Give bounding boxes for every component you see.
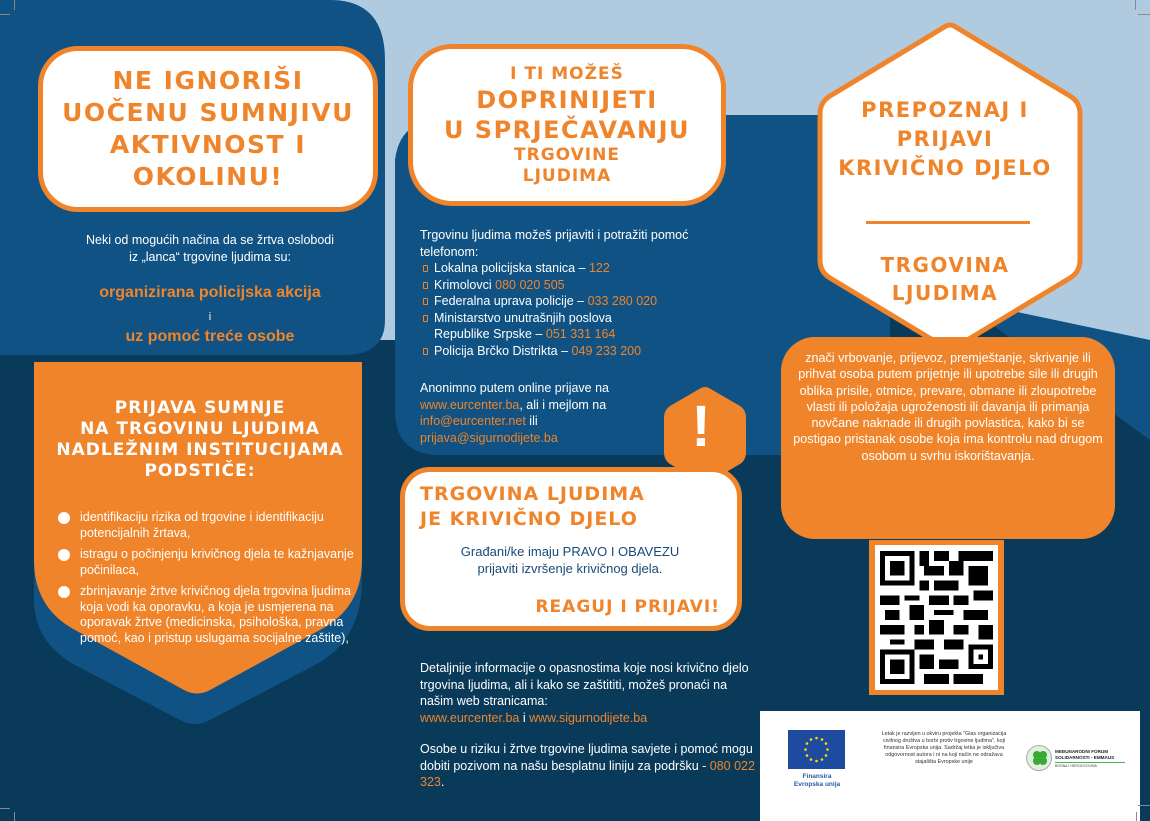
- email-link-prijava[interactable]: prijava@sigurnodijete.ba: [420, 430, 558, 445]
- bullet-icon: [423, 298, 428, 305]
- panel1-title-box: [38, 46, 378, 212]
- details-info: [420, 660, 760, 726]
- contact-item: [420, 277, 760, 294]
- emmaus-logo-icon: [1026, 745, 1052, 771]
- panel3-title-line: PREPOZNAJ I: [861, 98, 1029, 122]
- contact-label: Federalna uprava policije –: [434, 294, 588, 308]
- contact-number[interactable]: 122: [588, 261, 610, 275]
- panel2-title-line: I TI MOŽEŠ: [510, 63, 624, 84]
- panel1-intro-line: Neki od mogućih načina da se žrtva oslobodi: [85, 233, 335, 247]
- partner-name: MEĐUNARODNI FORUM SOLIDARNOSTI - EMMAUS: [1055, 749, 1115, 760]
- eurcenter-link[interactable]: www.eurcenter.ba: [420, 397, 520, 412]
- panel3-subtitle-line: TRGOVINA: [880, 253, 1010, 277]
- benefit-item: [58, 547, 358, 578]
- panel1-intro: [30, 232, 390, 265]
- panel2-title-line: U SPRJEČAVANJU: [443, 115, 691, 144]
- email-link-info[interactable]: info@eurcenter.net: [420, 414, 526, 428]
- contact-number[interactable]: 080 020 505: [495, 277, 565, 292]
- contact-label: Lokalna policijska stanica –: [434, 261, 589, 275]
- benefit-item: [58, 584, 358, 646]
- contact-item: [420, 310, 670, 343]
- eu-disclaimer: Letak je razvijen u okviru projekta "Glas organizacija civilnog društva u borbi protiv trgovine ljudima", koji finansira Evropska unija. Sadržaj letka je isključiva odgovornost autora i ni na koji način ne odražava stajališta Evropske unije: [881, 731, 1007, 765]
- anon-text: , ali i mejlom na: [519, 397, 607, 412]
- panel2-title-line: DOPRINIJETI: [476, 85, 658, 114]
- contacts-section: [420, 227, 760, 359]
- eu-flag-icon: [788, 730, 845, 769]
- panel3-title-line: KRIVIČNO DJELO: [838, 156, 1052, 180]
- benefit-item: [58, 510, 358, 541]
- crop-mark: [1136, 812, 1137, 821]
- panel1-method-1: organizirana policijska akcija: [99, 284, 321, 301]
- contact-number[interactable]: 033 280 020: [587, 294, 658, 308]
- anon-text: ili: [525, 414, 538, 428]
- hotline-text: Osobe u riziku i žrtve trgovine ljudima savjete i pomoć mogu dobiti pozivom na našu besplatnu liniju za podršku -: [420, 742, 753, 773]
- eu-caption-line: Evropska unija: [793, 781, 841, 788]
- panel1-method-2: uz pomoć treće osobe: [125, 328, 295, 345]
- sigurnodijete-website-link[interactable]: www.sigurnodijete.ba: [529, 710, 648, 725]
- hotline-number[interactable]: 080 022 323: [420, 758, 755, 789]
- panel2-title-line: LJUDIMA: [522, 165, 612, 186]
- crop-mark: [0, 808, 10, 809]
- warning-title-line: TRGOVINA LJUDIMA: [420, 483, 645, 505]
- benefit-text: istragu o počinjenju krivičnog djela te kažnjavanje počinilaca,: [80, 547, 354, 577]
- panel1-title-line: UOČENU SUMNJIVU: [62, 98, 354, 127]
- details-text: Detaljnije informacije o opasnostima koje nosi krivično djelo trgovina ljudima, ali i kako se zaštititi, možeš pronaći na našim web stranicama:: [420, 661, 749, 708]
- qr-code-graphic: [875, 545, 998, 690]
- report-title-line: PODSTIČE:: [144, 461, 256, 481]
- panel1-intro-line: iz „lanca“ trgovine ljudima su:: [129, 249, 291, 264]
- hotline-info: [420, 741, 760, 791]
- crop-mark: [0, 14, 10, 15]
- bullet-icon: [423, 282, 428, 289]
- exclamation-icon: !: [691, 394, 711, 459]
- contact-label: Policija Brčko Distrikta –: [434, 343, 572, 358]
- title-divider: [866, 221, 1030, 224]
- warning-title-line: JE KRIVIČNO DJELO: [420, 508, 638, 530]
- eu-caption: [780, 773, 854, 789]
- warning-body-line: prijaviti izvršenje krivičnog djela.: [477, 561, 663, 576]
- benefit-text: zbrinjavanje žrtve krivičnog djela trgovina ljudima koja vodi ka oporavku, a koja je usmjerena na oporavak žrtve (medicinska, psihološka, pravna pomoć, kao i pristup uslugama socijalne zaštite),: [80, 584, 351, 645]
- qr-code-icon[interactable]: [875, 545, 998, 690]
- eu-caption-line: Finansira: [802, 773, 832, 780]
- react-report-cta: REAGUJ I PRIJAVI!: [535, 597, 720, 617]
- report-title-line: NADLEŽNIM INSTITUCIJAMA: [56, 440, 344, 460]
- report-title: [40, 398, 360, 482]
- panel3-title-line: PRIJAVI: [896, 127, 994, 151]
- panel1-title-line: NE IGNORIŠI: [112, 66, 304, 95]
- contact-number[interactable]: 051 331 164: [545, 327, 616, 341]
- warning-body: [405, 543, 735, 577]
- bullet-icon: [423, 348, 428, 355]
- bullet-icon: [58, 549, 70, 561]
- eu-stars: [788, 730, 845, 769]
- contact-item: [420, 343, 760, 360]
- contacts-intro: Trgovinu ljudima možeš prijaviti i potražiti pomoć telefonom:: [420, 228, 689, 259]
- bullet-icon: [58, 586, 70, 598]
- eurcenter-website-link[interactable]: www.eurcenter.ba: [420, 710, 520, 725]
- anonymous-report: [420, 380, 670, 446]
- bullet-icon: [423, 315, 428, 322]
- crop-mark: [1138, 805, 1150, 806]
- panel2-title-line: TRGOVINE: [514, 144, 620, 165]
- contact-number[interactable]: 049 233 200: [571, 343, 642, 358]
- contact-item: [420, 260, 760, 277]
- bullet-icon: [58, 512, 70, 524]
- contact-label: Krimolovci: [434, 277, 496, 292]
- definition-text: znači vrbovanje, prijevoz, premještanje, skrivanje ili prihvat osoba putem prijetnje ili upotrebe sile ili drugih oblika prisile, otmice, prevare, obmane ili zloupotrebe vlasti ili položaja ugroženosti ili davanja ili primanja novčane naknade ili drugih povlastica, kako bi se postigao pristanak osobe koja ima kontrolu nad drugom osobom u svrhu iskorištavanja.: [793, 351, 1103, 463]
- panel3-title: [800, 96, 1090, 183]
- details-connector: i: [519, 710, 530, 725]
- panel2-title-box: [408, 44, 726, 206]
- contact-label: Ministarstvo unutrašnjih poslova Republike Srpske –: [434, 310, 612, 341]
- report-title-line: PRIJAVA SUMNJE: [114, 398, 286, 418]
- panel1-title-line: AKTIVNOST I: [109, 130, 307, 159]
- panel3-subtitle: [800, 251, 1090, 307]
- panel1-title-line: OKOLINU!: [132, 162, 284, 191]
- contact-item: [420, 293, 760, 310]
- hotline-end: .: [440, 775, 445, 789]
- partner-country: BOSNA I HERCEGOVINA: [1055, 762, 1125, 768]
- benefits-list: [58, 510, 358, 652]
- benefit-text: identifikaciju rizika od trgovine i identifikaciju potencijalnih žrtava,: [80, 510, 324, 540]
- panel1-connector: i: [208, 311, 212, 323]
- panel3-subtitle-line: LJUDIMA: [891, 281, 999, 305]
- anon-text: Anonimno putem online prijave na: [420, 381, 610, 395]
- clover-icon: [1027, 746, 1053, 772]
- bullet-icon: [423, 265, 428, 272]
- crop-mark: [1138, 14, 1150, 15]
- crop-mark: [14, 0, 15, 10]
- warning-title: [420, 482, 645, 532]
- crop-mark: [14, 812, 15, 821]
- crop-mark: [1135, 0, 1136, 10]
- report-title-line: NA TRGOVINU LJUDIMA: [80, 419, 320, 439]
- warning-body-line: Građani/ke imaju PRAVO I OBAVEZU: [460, 544, 680, 559]
